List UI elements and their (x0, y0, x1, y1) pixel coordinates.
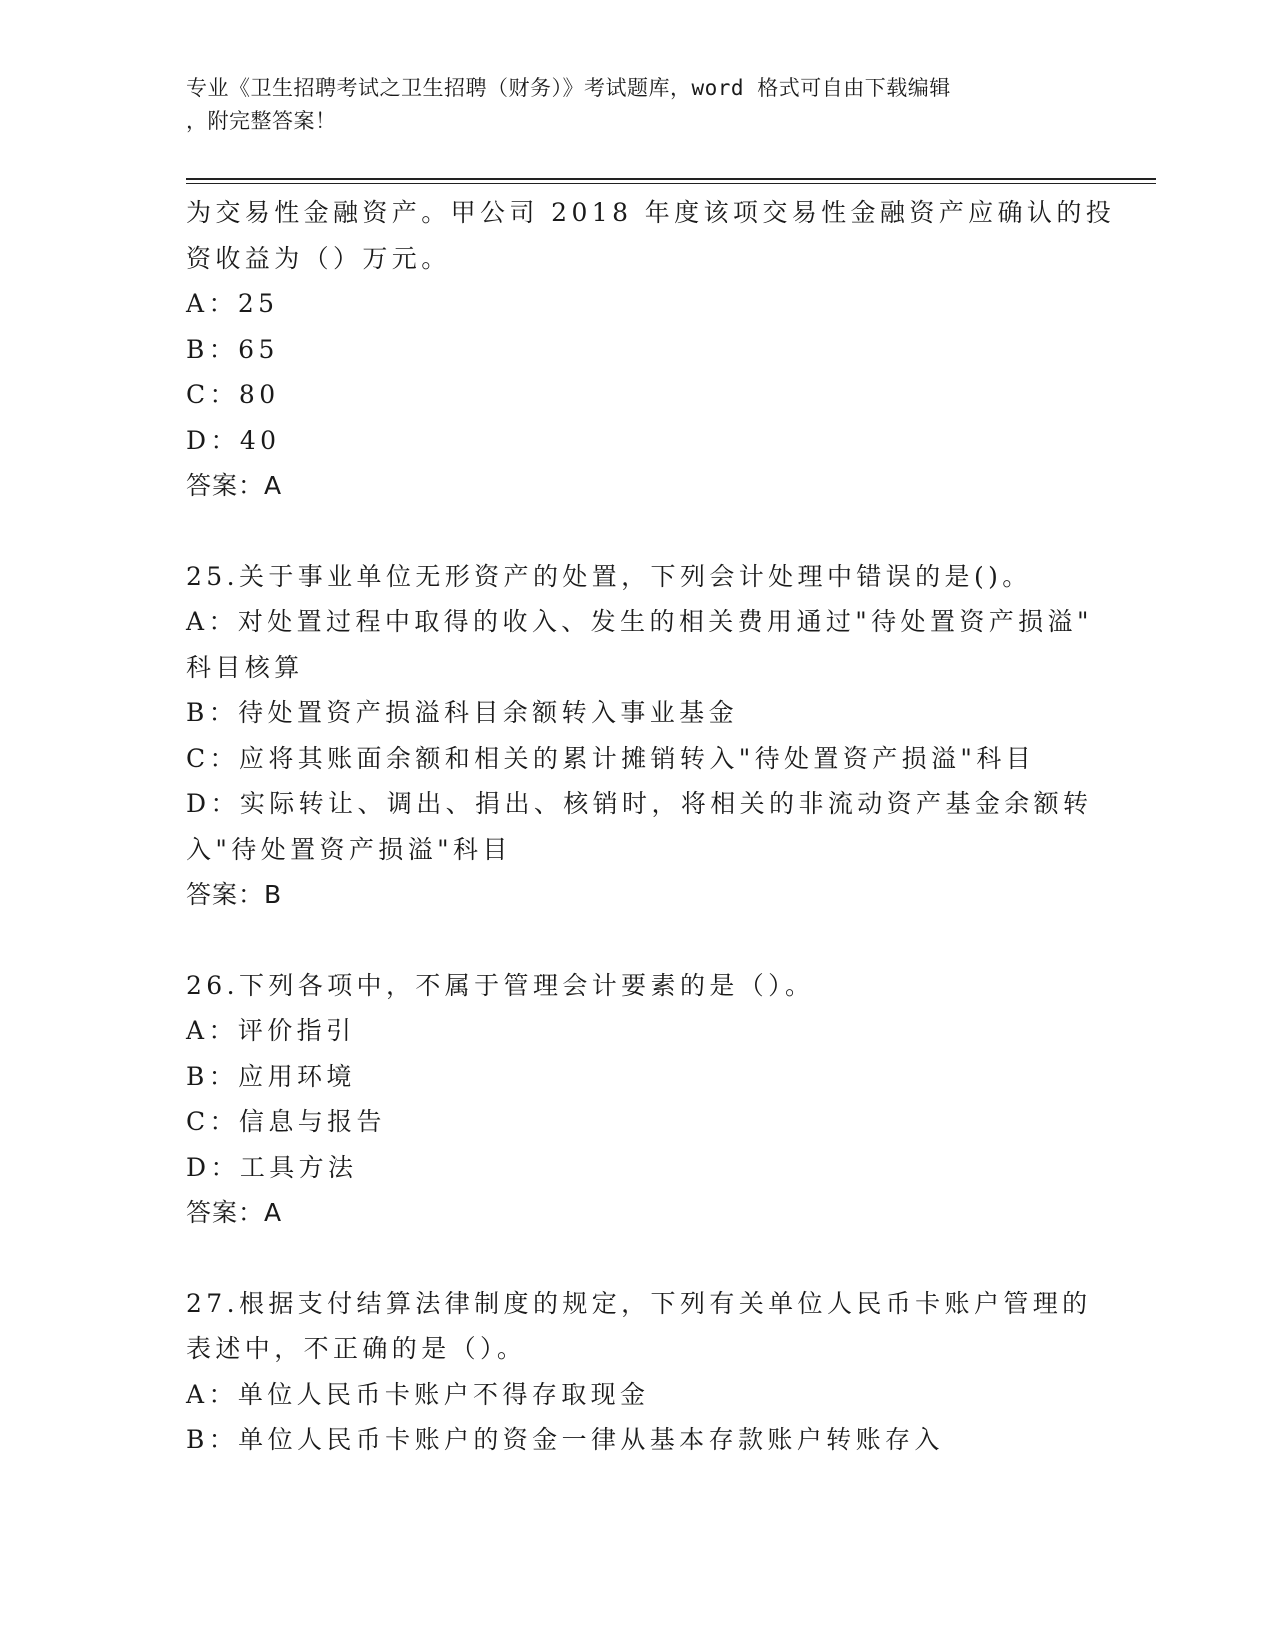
option-c: C：信息与报告 (186, 1107, 386, 1136)
answer: 答案：B (186, 880, 283, 909)
spacer (186, 1236, 1086, 1281)
option-a: A：单位人民币卡账户不得存取现金 (186, 1379, 650, 1409)
question-24 (186, 190, 1116, 509)
header-divider-thick (186, 178, 1156, 180)
question-26 (186, 963, 1086, 1236)
option-d: D：工具方法 (186, 1152, 358, 1182)
option-a: A：对处置过程中取得的收入、发生的相关费用通过"待处置资产损溢" (186, 607, 1093, 636)
header-divider-thin (186, 183, 1156, 184)
option-b: B：待处置资产损溢科目余额转入事业基金 (186, 698, 738, 727)
spacer (186, 509, 1086, 554)
header-line-1: 专业《卫生招聘考试之卫生招聘（财务）》考试题库，word 格式可自由下载编辑 (186, 76, 951, 100)
question-stem: 表述中，不正确的是（）。 (186, 1334, 527, 1363)
document-header (186, 72, 1066, 138)
option-a: A：评价指引 (186, 1016, 356, 1045)
question-stem: 26.下列各项中，不属于管理会计要素的是（）。 (186, 970, 815, 1000)
question-stem: 为交易性金融资产。甲公司 2018 年度该项交易性金融资产应确认的投 (186, 198, 1116, 227)
option-b: B：应用环境 (186, 1061, 356, 1091)
option-a-continued: 科目核算 (186, 652, 304, 682)
answer: 答案：A (186, 1198, 283, 1227)
option-d: D：实际转让、调出、捐出、核销时，将相关的非流动资产基金余额转 (186, 789, 1093, 818)
option-b: B：单位人民币卡账户的资金一律从基本存款账户转账存入 (186, 1425, 944, 1454)
option-d: D：40 (186, 425, 281, 455)
option-c: C：80 (186, 380, 280, 409)
option-b: B：65 (186, 334, 279, 364)
question-27 (186, 1281, 1092, 1463)
option-a: A：25 (186, 289, 279, 318)
question-25 (186, 554, 1093, 918)
question-stem: 25.关于事业单位无形资产的处置，下列会计处理中错误的是()。 (186, 561, 1032, 591)
answer: 答案：A (186, 471, 283, 500)
option-d-continued: 入"待处置资产损溢"科目 (186, 834, 512, 864)
header-line-2: ，附完整答案！ (186, 109, 337, 133)
question-stem: 27.根据支付结算法律制度的规定，下列有关单位人民币卡账户管理的 (186, 1288, 1092, 1318)
question-list (186, 190, 1116, 1463)
spacer (186, 918, 1086, 963)
option-c: C：应将其账面余额和相关的累计摊销转入"待处置资产损溢"科目 (186, 743, 1036, 773)
question-stem: 资收益为（）万元。 (186, 243, 451, 273)
